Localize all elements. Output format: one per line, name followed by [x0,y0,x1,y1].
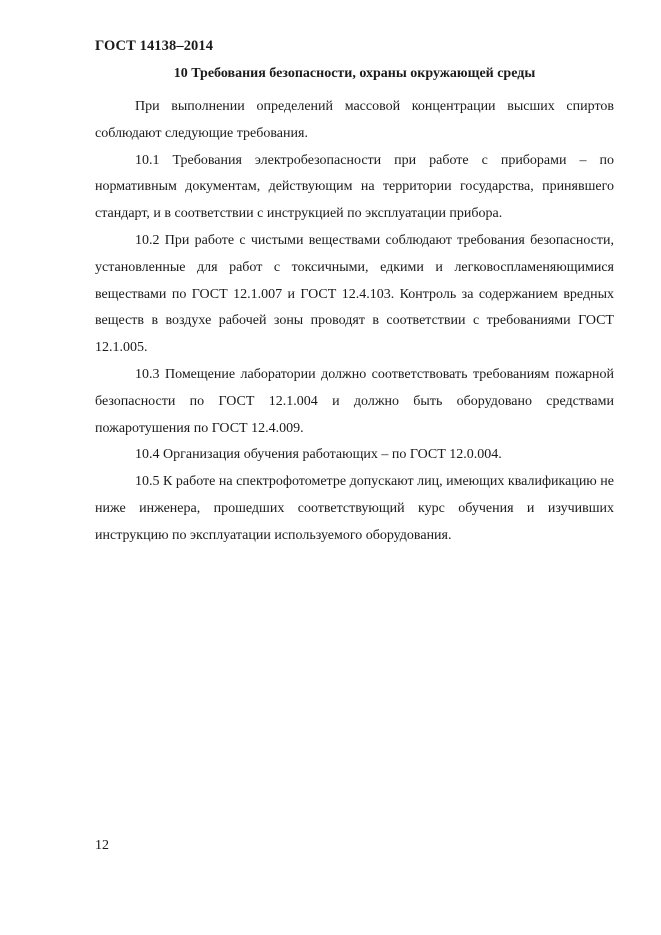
document-code-header: ГОСТ 14138–2014 [95,38,214,54]
paragraph-10-1: 10.1 Требования электробезопасности при работе с приборами – по нормативным документам, действующим на территории государства, принявшего стандарт, и в соответствии с инструкцией по эксплуатации прибора. [95,152,614,222]
intro-paragraph: При выполнении определений массовой концентрации высших спиртов соблюдают следующие требования. [95,99,614,141]
section-body [95,94,614,550]
page-number: 12 [95,838,109,853]
paragraph-10-2: 10.2 При работе с чистыми веществами соблюдают требования безопасности, установленные для работ с токсичными, едкими и легковоспламеняющимися веществами по ГОСТ 12.1.007 и ГОСТ 12.4.103. Контроль за содержанием вредных веществ в воздухе рабочей зоны проводят в соответствии с требованиями ГОСТ 12.1.005. [95,232,614,356]
paragraph-10-3: 10.3 Помещение лаборатории должно соответствовать требованиям пожарной безопасности по ГОСТ 12.1.004 и должно быть оборудовано средствами пожаротушения по ГОСТ 12.4.009. [95,366,614,436]
section-title: 10 Требования безопасности, охраны окружающей среды [173,66,536,81]
paragraph-10-5: 10.5 К работе на спектрофотометре допускают лиц, имеющих квалификацию не ниже инженера, прошедших соответствующий курс обучения и изучивших инструкцию по эксплуатации используемого оборудования. [95,474,614,543]
paragraph-10-4: 10.4 Организация обучения работающих – по ГОСТ 12.0.004. [135,447,502,463]
